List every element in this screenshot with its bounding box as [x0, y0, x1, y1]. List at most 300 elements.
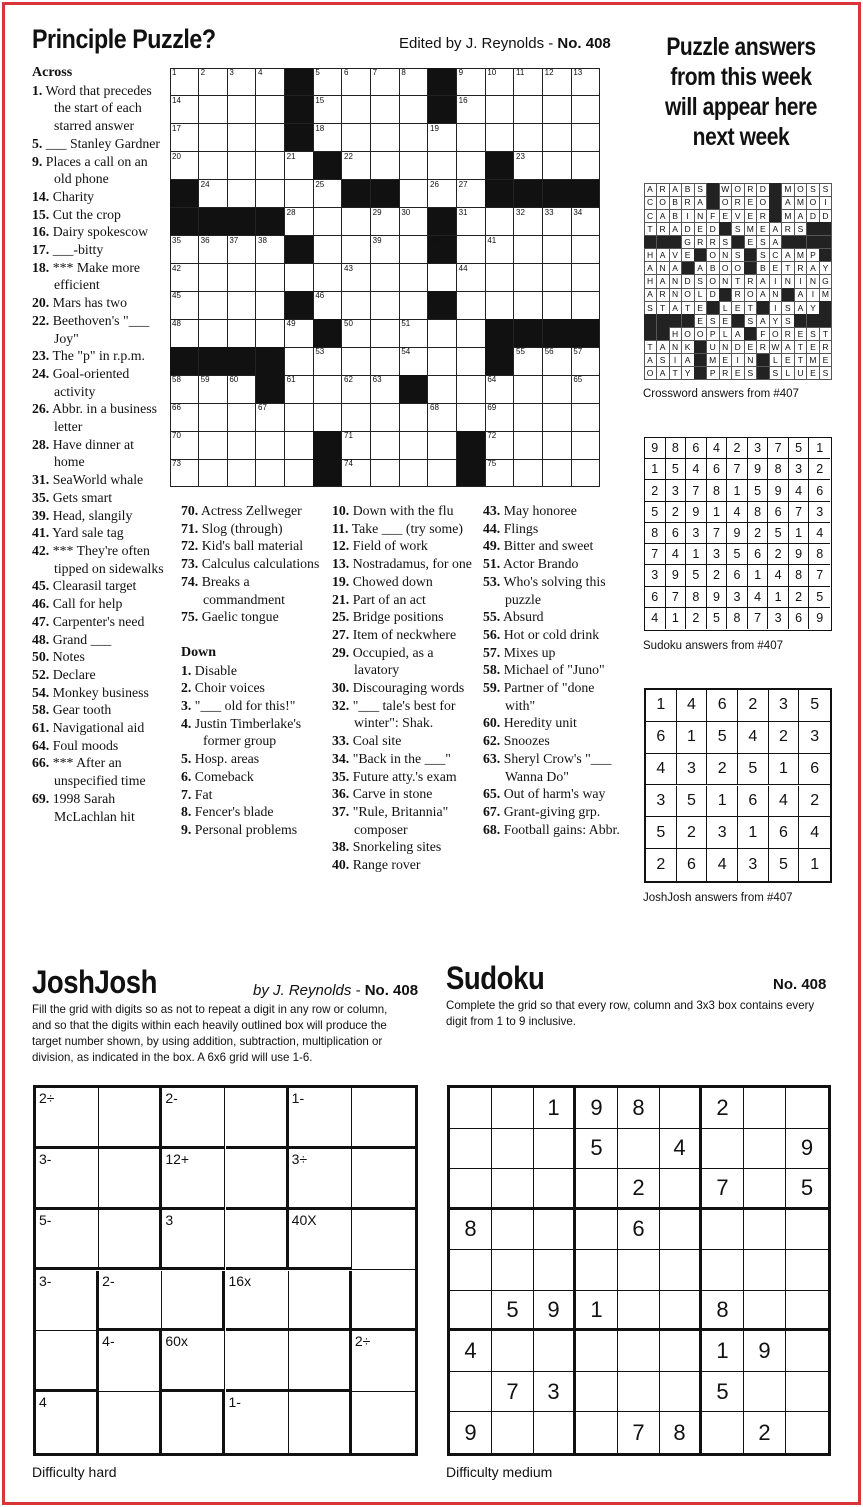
crossword-cell[interactable]: [227, 96, 256, 124]
crossword-cell[interactable]: [543, 152, 572, 180]
sudoku-cell[interactable]: [702, 1129, 744, 1170]
crossword-cell[interactable]: [285, 264, 314, 292]
crossword-cell[interactable]: [313, 96, 342, 124]
crossword-cell[interactable]: [342, 236, 371, 264]
sudoku-cell[interactable]: [576, 1372, 618, 1413]
sudoku-cell[interactable]: 9: [576, 1088, 618, 1129]
joshjosh-cell[interactable]: [226, 1331, 289, 1392]
crossword-cell[interactable]: [371, 347, 400, 375]
crossword-cell[interactable]: [399, 68, 428, 96]
crossword-cell[interactable]: [428, 319, 457, 347]
joshjosh-cell[interactable]: [352, 1331, 415, 1392]
sudoku-cell[interactable]: [576, 1412, 618, 1453]
crossword-cell[interactable]: [285, 208, 314, 236]
crossword-cell[interactable]: [170, 124, 199, 152]
joshjosh-cell[interactable]: [99, 1149, 162, 1210]
crossword-cell[interactable]: [457, 375, 486, 403]
sudoku-cell[interactable]: [492, 1331, 534, 1372]
crossword-cell[interactable]: [399, 180, 428, 208]
crossword-cell[interactable]: [514, 152, 543, 180]
crossword-cell[interactable]: [571, 459, 600, 487]
sudoku-cell[interactable]: [450, 1372, 492, 1413]
sudoku-cell[interactable]: [534, 1250, 576, 1291]
crossword-cell[interactable]: [457, 347, 486, 375]
crossword-cell[interactable]: [227, 68, 256, 96]
crossword-cell[interactable]: [371, 375, 400, 403]
crossword-cell[interactable]: [199, 68, 228, 96]
sudoku-cell[interactable]: [660, 1331, 702, 1372]
crossword-cell[interactable]: [485, 459, 514, 487]
crossword-cell[interactable]: [399, 236, 428, 264]
crossword-cell[interactable]: [227, 152, 256, 180]
crossword-cell[interactable]: [428, 403, 457, 431]
crossword-cell[interactable]: [371, 459, 400, 487]
joshjosh-cell[interactable]: [289, 1392, 352, 1453]
crossword-cell[interactable]: [170, 459, 199, 487]
crossword-cell[interactable]: [514, 68, 543, 96]
crossword-cell[interactable]: [199, 124, 228, 152]
sudoku-cell[interactable]: 5: [492, 1291, 534, 1332]
crossword-cell[interactable]: [199, 319, 228, 347]
sudoku-cell[interactable]: [744, 1169, 786, 1210]
crossword-cell[interactable]: [313, 347, 342, 375]
joshjosh-cell[interactable]: [36, 1210, 99, 1271]
sudoku-cell[interactable]: 4: [450, 1331, 492, 1372]
crossword-cell[interactable]: [457, 152, 486, 180]
joshjosh-cell[interactable]: [162, 1271, 225, 1332]
sudoku-cell[interactable]: [660, 1291, 702, 1332]
joshjosh-cell[interactable]: [289, 1149, 352, 1210]
sudoku-cell[interactable]: [576, 1250, 618, 1291]
crossword-cell[interactable]: [485, 431, 514, 459]
sudoku-cell[interactable]: [492, 1129, 534, 1170]
sudoku-cell[interactable]: [534, 1169, 576, 1210]
crossword-cell[interactable]: [457, 124, 486, 152]
crossword-cell[interactable]: [170, 152, 199, 180]
sudoku-cell[interactable]: 9: [450, 1412, 492, 1453]
crossword-cell[interactable]: [371, 236, 400, 264]
crossword-cell[interactable]: [485, 264, 514, 292]
sudoku-cell[interactable]: [618, 1250, 660, 1291]
crossword-cell[interactable]: [313, 208, 342, 236]
crossword-cell[interactable]: [485, 124, 514, 152]
sudoku-cell[interactable]: [450, 1169, 492, 1210]
crossword-cell[interactable]: [485, 68, 514, 96]
crossword-cell[interactable]: [399, 319, 428, 347]
joshjosh-cell[interactable]: [226, 1392, 289, 1453]
sudoku-cell[interactable]: [660, 1169, 702, 1210]
crossword-cell[interactable]: [227, 319, 256, 347]
crossword-cell[interactable]: [399, 459, 428, 487]
crossword-cell[interactable]: [399, 264, 428, 292]
joshjosh-cell[interactable]: [36, 1392, 99, 1453]
crossword-cell[interactable]: [514, 124, 543, 152]
crossword-cell[interactable]: [170, 291, 199, 319]
crossword-cell[interactable]: [227, 459, 256, 487]
sudoku-cell[interactable]: [534, 1129, 576, 1170]
sudoku-cell[interactable]: [744, 1372, 786, 1413]
joshjosh-cell[interactable]: [36, 1331, 99, 1392]
sudoku-cell[interactable]: [744, 1129, 786, 1170]
crossword-cell[interactable]: [399, 347, 428, 375]
crossword-cell[interactable]: [428, 431, 457, 459]
crossword-cell[interactable]: [543, 96, 572, 124]
crossword-cell[interactable]: [342, 431, 371, 459]
sudoku-cell[interactable]: 8: [618, 1088, 660, 1129]
crossword-cell[interactable]: [428, 152, 457, 180]
crossword-cell[interactable]: [571, 264, 600, 292]
crossword-cell[interactable]: [256, 68, 285, 96]
sudoku-cell[interactable]: 4: [660, 1129, 702, 1170]
sudoku-cell[interactable]: [576, 1331, 618, 1372]
crossword-cell[interactable]: [543, 431, 572, 459]
joshjosh-cell[interactable]: [352, 1210, 415, 1271]
joshjosh-cell[interactable]: [289, 1271, 352, 1332]
crossword-cell[interactable]: [199, 236, 228, 264]
sudoku-cell[interactable]: 3: [534, 1372, 576, 1413]
crossword-cell[interactable]: [428, 180, 457, 208]
joshjosh-cell[interactable]: [162, 1149, 225, 1210]
sudoku-cell[interactable]: [660, 1372, 702, 1413]
crossword-cell[interactable]: [485, 236, 514, 264]
sudoku-cell[interactable]: 2: [618, 1169, 660, 1210]
sudoku-cell[interactable]: [744, 1088, 786, 1129]
crossword-cell[interactable]: [543, 375, 572, 403]
crossword-cell[interactable]: [342, 375, 371, 403]
crossword-cell[interactable]: [170, 375, 199, 403]
crossword-cell[interactable]: [371, 96, 400, 124]
crossword-cell[interactable]: [342, 124, 371, 152]
crossword-cell[interactable]: [543, 264, 572, 292]
crossword-cell[interactable]: [227, 124, 256, 152]
crossword-cell[interactable]: [285, 319, 314, 347]
crossword-cell[interactable]: [571, 124, 600, 152]
joshjosh-cell[interactable]: [162, 1331, 225, 1392]
sudoku-cell[interactable]: [744, 1210, 786, 1251]
crossword-cell[interactable]: [485, 291, 514, 319]
sudoku-cell[interactable]: 7: [618, 1412, 660, 1453]
crossword-cell[interactable]: [399, 96, 428, 124]
crossword-cell[interactable]: [543, 236, 572, 264]
crossword-cell[interactable]: [313, 68, 342, 96]
crossword-cell[interactable]: [457, 208, 486, 236]
crossword-cell[interactable]: [199, 152, 228, 180]
sudoku-cell[interactable]: 2: [744, 1412, 786, 1453]
crossword-cell[interactable]: [342, 264, 371, 292]
joshjosh-cell[interactable]: [352, 1088, 415, 1149]
crossword-cell[interactable]: [371, 291, 400, 319]
sudoku-cell[interactable]: [450, 1088, 492, 1129]
sudoku-cell[interactable]: [786, 1372, 828, 1413]
sudoku-cell[interactable]: [660, 1250, 702, 1291]
crossword-cell[interactable]: [227, 291, 256, 319]
crossword-cell[interactable]: [543, 208, 572, 236]
crossword-cell[interactable]: [256, 319, 285, 347]
crossword-cell[interactable]: [199, 459, 228, 487]
crossword-cell[interactable]: [485, 403, 514, 431]
crossword-cell[interactable]: [199, 375, 228, 403]
crossword-cell[interactable]: [256, 124, 285, 152]
crossword-cell[interactable]: [485, 96, 514, 124]
crossword-cell[interactable]: [371, 208, 400, 236]
crossword-cell[interactable]: [457, 236, 486, 264]
joshjosh-cell[interactable]: [36, 1149, 99, 1210]
crossword-cell[interactable]: [313, 236, 342, 264]
sudoku-cell[interactable]: [618, 1372, 660, 1413]
sudoku-cell[interactable]: 1: [576, 1291, 618, 1332]
crossword-cell[interactable]: [371, 319, 400, 347]
crossword-cell[interactable]: [514, 403, 543, 431]
crossword-cell[interactable]: [342, 68, 371, 96]
crossword-cell[interactable]: [514, 96, 543, 124]
crossword-cell[interactable]: [543, 459, 572, 487]
sudoku-cell[interactable]: 8: [660, 1412, 702, 1453]
crossword-cell[interactable]: [199, 180, 228, 208]
crossword-cell[interactable]: [399, 152, 428, 180]
crossword-cell[interactable]: [170, 264, 199, 292]
crossword-cell[interactable]: [457, 264, 486, 292]
crossword-cell[interactable]: [428, 264, 457, 292]
crossword-cell[interactable]: [227, 180, 256, 208]
crossword-cell[interactable]: [256, 96, 285, 124]
joshjosh-cell[interactable]: [36, 1088, 99, 1149]
joshjosh-cell[interactable]: [289, 1210, 352, 1271]
crossword-cell[interactable]: [170, 319, 199, 347]
sudoku-cell[interactable]: [786, 1250, 828, 1291]
joshjosh-cell[interactable]: [162, 1392, 225, 1453]
crossword-cell[interactable]: [571, 236, 600, 264]
crossword-cell[interactable]: [256, 431, 285, 459]
crossword-cell[interactable]: [285, 375, 314, 403]
sudoku-cell[interactable]: [492, 1088, 534, 1129]
sudoku-cell[interactable]: [534, 1412, 576, 1453]
joshjosh-cell[interactable]: [162, 1210, 225, 1271]
sudoku-cell[interactable]: 7: [702, 1169, 744, 1210]
crossword-cell[interactable]: [371, 403, 400, 431]
sudoku-cell[interactable]: [576, 1210, 618, 1251]
crossword-cell[interactable]: [227, 236, 256, 264]
crossword-cell[interactable]: [457, 403, 486, 431]
crossword-cell[interactable]: [371, 264, 400, 292]
crossword-cell[interactable]: [543, 124, 572, 152]
crossword-cell[interactable]: [227, 264, 256, 292]
crossword-cell[interactable]: [313, 375, 342, 403]
crossword-cell[interactable]: [514, 264, 543, 292]
crossword-cell[interactable]: [170, 431, 199, 459]
sudoku-cell[interactable]: [786, 1088, 828, 1129]
crossword-cell[interactable]: [256, 180, 285, 208]
joshjosh-cell[interactable]: [99, 1210, 162, 1271]
joshjosh-cell[interactable]: [352, 1392, 415, 1453]
crossword-cell[interactable]: [342, 96, 371, 124]
sudoku-cell[interactable]: [492, 1412, 534, 1453]
crossword-cell[interactable]: [543, 347, 572, 375]
crossword-cell[interactable]: [428, 459, 457, 487]
crossword-cell[interactable]: [199, 403, 228, 431]
joshjosh-cell[interactable]: [99, 1271, 162, 1332]
sudoku-cell[interactable]: [576, 1169, 618, 1210]
sudoku-cell[interactable]: 5: [786, 1169, 828, 1210]
sudoku-cell[interactable]: [660, 1088, 702, 1129]
sudoku-cell[interactable]: [786, 1331, 828, 1372]
crossword-cell[interactable]: [170, 236, 199, 264]
crossword-cell[interactable]: [199, 96, 228, 124]
crossword-cell[interactable]: [313, 124, 342, 152]
crossword-cell[interactable]: [571, 375, 600, 403]
crossword-cell[interactable]: [514, 208, 543, 236]
crossword-cell[interactable]: [313, 291, 342, 319]
sudoku-cell[interactable]: [618, 1291, 660, 1332]
crossword-cell[interactable]: [571, 68, 600, 96]
crossword-cell[interactable]: [227, 375, 256, 403]
sudoku-cell[interactable]: [618, 1331, 660, 1372]
sudoku-cell[interactable]: [786, 1210, 828, 1251]
crossword-cell[interactable]: [256, 236, 285, 264]
crossword-cell[interactable]: [571, 347, 600, 375]
crossword-cell[interactable]: [285, 180, 314, 208]
sudoku-cell[interactable]: [450, 1129, 492, 1170]
crossword-cell[interactable]: [399, 291, 428, 319]
crossword-cell[interactable]: [371, 68, 400, 96]
crossword-cell[interactable]: [514, 459, 543, 487]
sudoku-cell[interactable]: [786, 1291, 828, 1332]
crossword-cell[interactable]: [571, 403, 600, 431]
crossword-cell[interactable]: [399, 124, 428, 152]
joshjosh-cell[interactable]: [162, 1088, 225, 1149]
crossword-cell[interactable]: [285, 152, 314, 180]
crossword-cell[interactable]: [428, 347, 457, 375]
sudoku-cell[interactable]: 9: [786, 1129, 828, 1170]
sudoku-cell[interactable]: 7: [492, 1372, 534, 1413]
crossword-cell[interactable]: [543, 403, 572, 431]
crossword-cell[interactable]: [514, 347, 543, 375]
sudoku-cell[interactable]: [702, 1250, 744, 1291]
joshjosh-cell[interactable]: [99, 1392, 162, 1453]
crossword-cell[interactable]: [313, 180, 342, 208]
sudoku-cell[interactable]: 2: [702, 1088, 744, 1129]
joshjosh-cell[interactable]: [226, 1210, 289, 1271]
crossword-cell[interactable]: [485, 208, 514, 236]
sudoku-cell[interactable]: 5: [702, 1372, 744, 1413]
crossword-cell[interactable]: [571, 152, 600, 180]
crossword-cell[interactable]: [285, 431, 314, 459]
joshjosh-cell[interactable]: [289, 1331, 352, 1392]
crossword-cell[interactable]: [457, 291, 486, 319]
sudoku-cell[interactable]: [702, 1412, 744, 1453]
crossword-cell[interactable]: [256, 264, 285, 292]
joshjosh-cell[interactable]: [352, 1149, 415, 1210]
crossword-cell[interactable]: [371, 124, 400, 152]
crossword-cell[interactable]: [457, 180, 486, 208]
crossword-cell[interactable]: [571, 96, 600, 124]
crossword-cell[interactable]: [256, 152, 285, 180]
crossword-cell[interactable]: [313, 264, 342, 292]
crossword-cell[interactable]: [199, 431, 228, 459]
joshjosh-cell[interactable]: [99, 1331, 162, 1392]
sudoku-cell[interactable]: [744, 1250, 786, 1291]
joshjosh-cell[interactable]: [226, 1088, 289, 1149]
crossword-cell[interactable]: [342, 459, 371, 487]
crossword-cell[interactable]: [342, 152, 371, 180]
crossword-cell[interactable]: [428, 375, 457, 403]
sudoku-cell[interactable]: 6: [618, 1210, 660, 1251]
joshjosh-cell[interactable]: [226, 1149, 289, 1210]
crossword-cell[interactable]: [199, 291, 228, 319]
crossword-cell[interactable]: [399, 403, 428, 431]
crossword-cell[interactable]: [285, 459, 314, 487]
crossword-cell[interactable]: [457, 319, 486, 347]
crossword-cell[interactable]: [227, 403, 256, 431]
sudoku-cell[interactable]: [618, 1129, 660, 1170]
crossword-cell[interactable]: [199, 264, 228, 292]
crossword-cell[interactable]: [428, 124, 457, 152]
joshjosh-cell[interactable]: [36, 1271, 99, 1332]
sudoku-cell[interactable]: [786, 1412, 828, 1453]
crossword-cell[interactable]: [256, 459, 285, 487]
crossword-cell[interactable]: [256, 291, 285, 319]
joshjosh-cell[interactable]: [352, 1271, 415, 1332]
crossword-cell[interactable]: [399, 431, 428, 459]
sudoku-cell[interactable]: [450, 1291, 492, 1332]
joshjosh-cell[interactable]: [289, 1088, 352, 1149]
sudoku-cell[interactable]: [744, 1291, 786, 1332]
crossword-cell[interactable]: [256, 403, 285, 431]
sudoku-cell[interactable]: 8: [702, 1291, 744, 1332]
crossword-cell[interactable]: [227, 431, 256, 459]
crossword-cell[interactable]: [342, 347, 371, 375]
crossword-cell[interactable]: [571, 431, 600, 459]
sudoku-cell[interactable]: [534, 1210, 576, 1251]
crossword-cell[interactable]: [342, 319, 371, 347]
crossword-cell[interactable]: [170, 403, 199, 431]
sudoku-cell[interactable]: [492, 1250, 534, 1291]
sudoku-cell[interactable]: [702, 1210, 744, 1251]
sudoku-cell[interactable]: [534, 1331, 576, 1372]
crossword-cell[interactable]: [514, 431, 543, 459]
sudoku-cell[interactable]: [492, 1210, 534, 1251]
crossword-cell[interactable]: [313, 403, 342, 431]
sudoku-cell[interactable]: 8: [450, 1210, 492, 1251]
crossword-cell[interactable]: [485, 375, 514, 403]
crossword-cell[interactable]: [170, 96, 199, 124]
crossword-cell[interactable]: [285, 403, 314, 431]
sudoku-cell[interactable]: [492, 1169, 534, 1210]
sudoku-cell[interactable]: 1: [534, 1088, 576, 1129]
crossword-cell[interactable]: [342, 208, 371, 236]
crossword-cell[interactable]: [514, 236, 543, 264]
joshjosh-cell[interactable]: [226, 1271, 289, 1332]
crossword-cell[interactable]: [342, 403, 371, 431]
crossword-cell[interactable]: [342, 291, 371, 319]
crossword-cell[interactable]: [514, 375, 543, 403]
sudoku-cell[interactable]: 9: [744, 1331, 786, 1372]
sudoku-cell[interactable]: 5: [576, 1129, 618, 1170]
crossword-cell[interactable]: [514, 291, 543, 319]
crossword-cell[interactable]: [371, 152, 400, 180]
sudoku-cell[interactable]: 1: [702, 1331, 744, 1372]
crossword-cell[interactable]: [285, 347, 314, 375]
crossword-cell[interactable]: [571, 291, 600, 319]
crossword-cell[interactable]: [399, 208, 428, 236]
crossword-cell[interactable]: [457, 96, 486, 124]
crossword-cell[interactable]: [571, 208, 600, 236]
crossword-cell[interactable]: [371, 431, 400, 459]
sudoku-cell[interactable]: [660, 1210, 702, 1251]
crossword-cell[interactable]: [457, 68, 486, 96]
sudoku-cell[interactable]: 9: [534, 1291, 576, 1332]
sudoku-cell[interactable]: [450, 1250, 492, 1291]
crossword-cell[interactable]: [543, 291, 572, 319]
